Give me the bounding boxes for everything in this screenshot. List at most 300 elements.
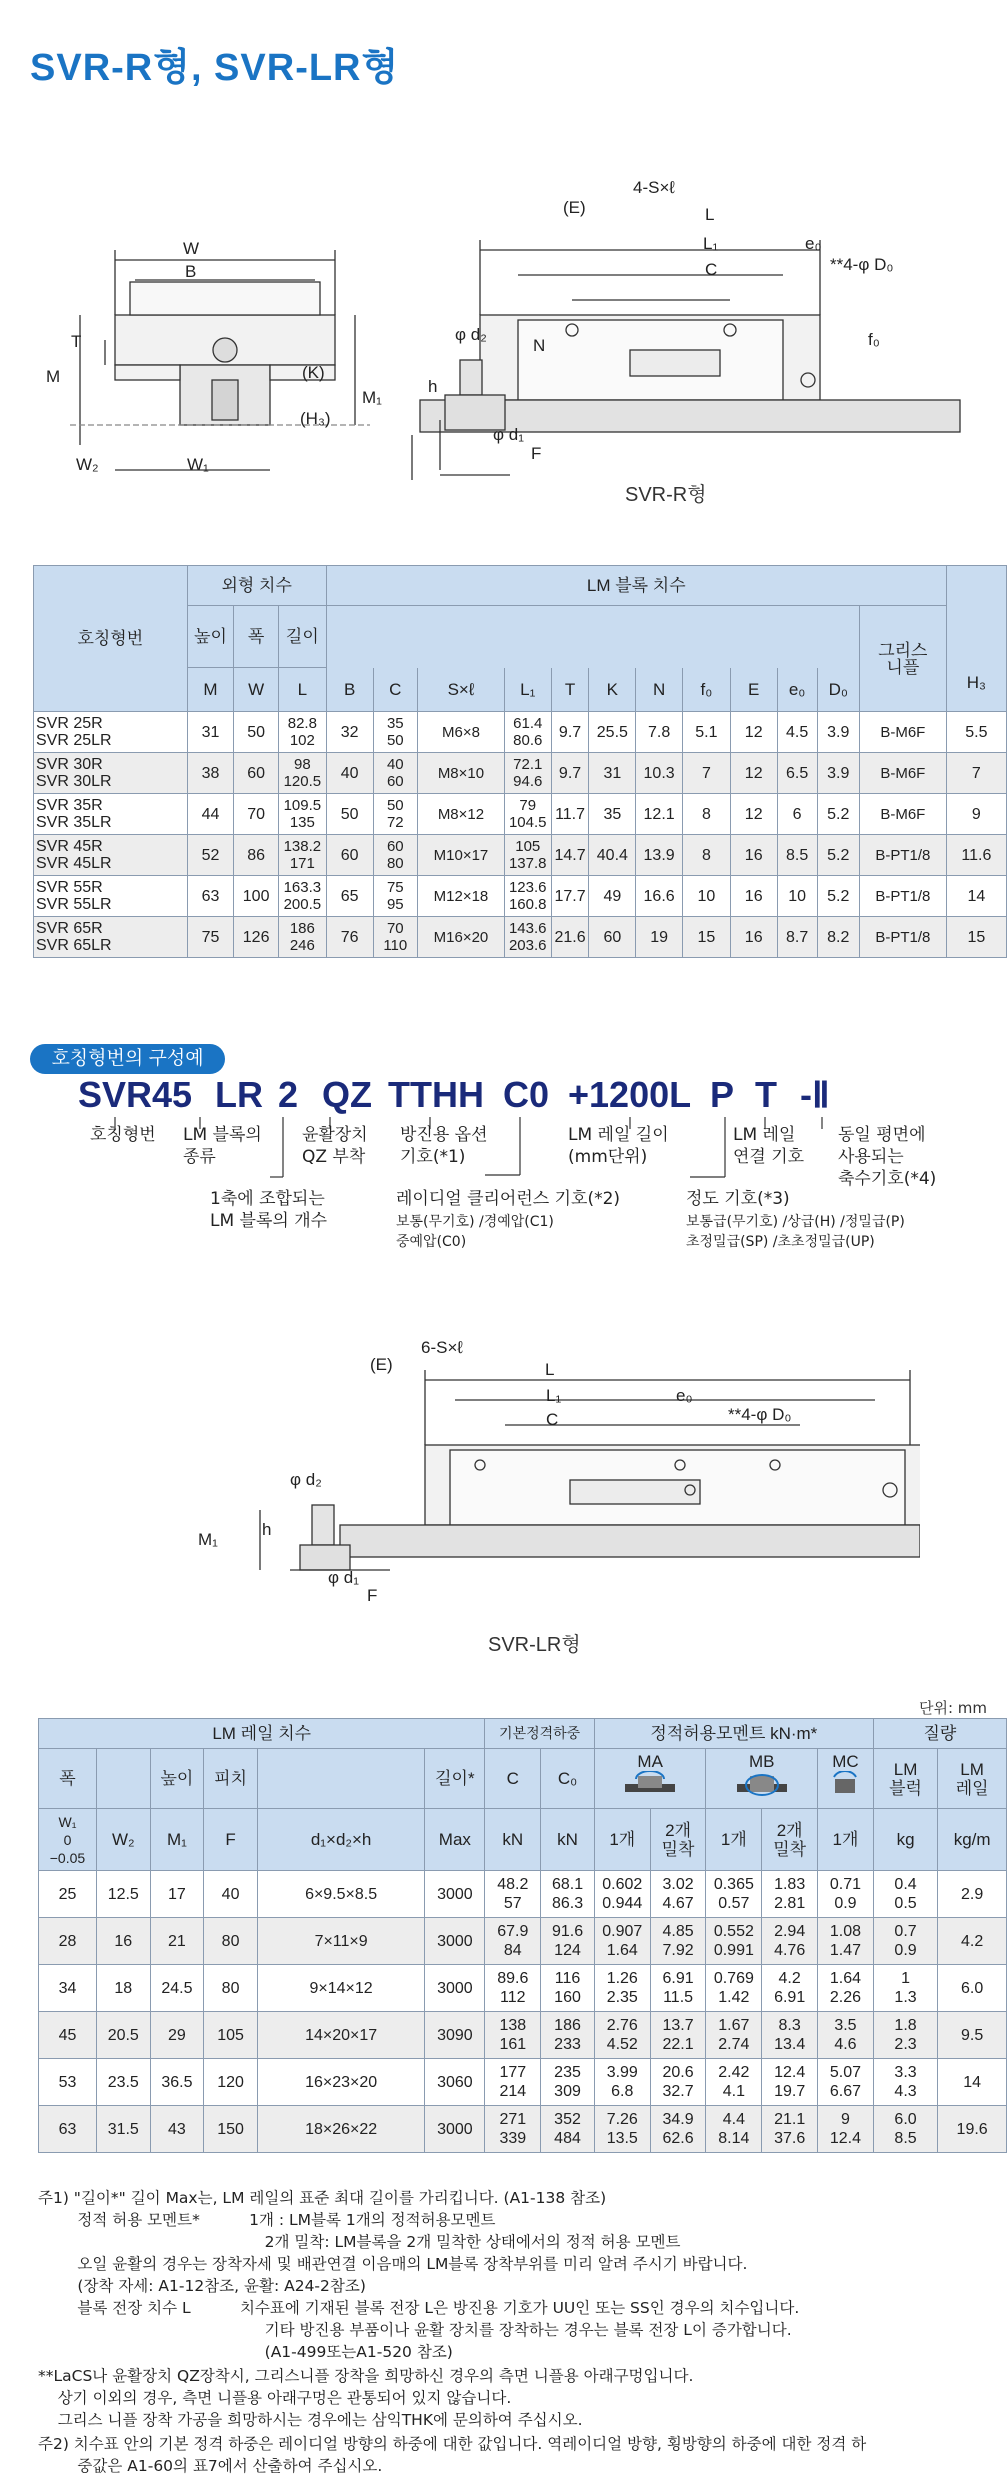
cell-MB1: 0.769 1.42	[706, 1965, 762, 2012]
cell-E: 16	[730, 835, 777, 876]
cell-M: 63	[187, 876, 234, 917]
cell-B: 40	[326, 753, 373, 794]
cell-T: 17.7	[551, 876, 589, 917]
cell-L: 186 246	[278, 917, 326, 958]
cell-W1: 25	[39, 1871, 97, 1918]
hdr2-MB	[706, 1749, 818, 1809]
cell-S: M8×12	[418, 794, 505, 835]
key-clearance-sub-1: 보통(무기호) /경예압(C1)	[396, 1214, 554, 1230]
cell-MC: 0.71 0.9	[818, 1871, 874, 1918]
part-t: T	[755, 1074, 777, 1115]
cell-D0: 5.2	[817, 794, 859, 835]
cell-E: 12	[730, 712, 777, 753]
cell-kgm: 14	[938, 2059, 1007, 2106]
cell-MA1: 0.907 1.64	[594, 1918, 650, 1965]
cell-M: 52	[187, 835, 234, 876]
cell-W2: 20.5	[96, 2012, 150, 2059]
table-row	[39, 1918, 1007, 1965]
sub2-ma-2: 2개 밀착	[650, 1809, 706, 1871]
cell-M: 38	[187, 753, 234, 794]
table-row	[39, 2059, 1007, 2106]
cell-MA2: 13.7 22.1	[650, 2012, 706, 2059]
dim2-C: C	[546, 1410, 559, 1429]
cell-M: 44	[187, 794, 234, 835]
cell-d: 18×26×22	[257, 2106, 424, 2153]
cell-W: 50	[234, 712, 279, 753]
key-dust-1: 방진용 옵션	[400, 1125, 488, 1145]
hdr-L1: L₁	[504, 668, 551, 712]
key-lube-2: QZ 부착	[302, 1147, 366, 1167]
note-line: 오일 윤활의 경우는 장착자세 및 배관연결 이음매의 LM블록 장착부위를 미리 알려 주시기 바랍니다.	[38, 2255, 748, 2273]
sub2-kN-C0: kN	[541, 1809, 595, 1871]
cell-C0: 235 309	[541, 2059, 595, 2106]
note-line: (장착 자세: A1-12참조, 윤활: A24-2참조)	[38, 2277, 366, 2295]
sub2-M1: M₁	[150, 1809, 204, 1871]
cell-MC: 1.64 2.26	[818, 1965, 874, 2012]
sub2-kg: kg	[873, 1809, 937, 1871]
cell-W: 60	[234, 753, 279, 794]
hdr-model: 호칭형번	[34, 566, 188, 712]
cell-MA1: 2.76 4.52	[594, 2012, 650, 2059]
table-row	[34, 917, 1007, 958]
dim-H3: (H₃)	[300, 409, 331, 428]
cell-MB1: 0.365 0.57	[706, 1871, 762, 1918]
dim-d1: φ d₁	[493, 425, 524, 444]
cell-L1: 143.6 203.6	[504, 917, 551, 958]
cell-MA2: 6.91 11.5	[650, 1965, 706, 2012]
hdr2-basic: 기본정격하중	[485, 1719, 594, 1749]
hdr-block: LM 블록 치수	[326, 566, 946, 606]
dim-N: N	[533, 336, 546, 355]
model-example-badge: 호칭형번의 구성예	[30, 1044, 225, 1074]
cell-MB2: 1.83 2.81	[762, 1871, 818, 1918]
hdr2-rail-mass: LM 레일	[938, 1749, 1007, 1809]
cell-N: 10.3	[636, 753, 683, 794]
cell-e0: 8.5	[777, 835, 817, 876]
key-clearance-sub-2: 중예압(C0)	[396, 1234, 467, 1250]
page-title: SVR-R형, SVR-LR형	[30, 47, 400, 89]
note-line: **LaCS나 윤활장치 QZ장착시, 그리스니플 장착을 희망하신 경우의 측면 니플용 아래구멍입니다.	[38, 2367, 694, 2385]
cell-MB1: 0.552 0.991	[706, 1918, 762, 1965]
key-block-2: 종류	[183, 1147, 216, 1167]
dim2-S: 6-S×ℓ	[421, 1338, 463, 1357]
cell-T: 9.7	[551, 753, 589, 794]
table-row	[34, 712, 1007, 753]
hdr2-height: 높이	[150, 1749, 204, 1809]
dim-T: T	[71, 332, 82, 351]
cell-L: 138.2 171	[278, 835, 326, 876]
cell-H3: 11.6	[946, 835, 1006, 876]
cell-D0: 5.2	[817, 876, 859, 917]
cell-S: M12×18	[418, 876, 505, 917]
hdr-C: C	[373, 668, 418, 712]
hdr-length: 길이	[278, 606, 326, 668]
cell-d: 7×11×9	[257, 1918, 424, 1965]
cell-MA1: 7.26 13.5	[594, 2106, 650, 2153]
cell-kg: 0.7 0.9	[873, 1918, 937, 1965]
cell-MA1: 1.26 2.35	[594, 1965, 650, 2012]
ma-label: MA	[637, 1752, 663, 1771]
cell-C: 138 161	[485, 2012, 541, 2059]
cell-e0: 4.5	[777, 712, 817, 753]
note-line: 주1) "길이*" 길이 Max는, LM 레일의 표준 최대 길이를 가리킵니다. (A1-138 참조)	[38, 2189, 607, 2207]
cell-C: 50 72	[373, 794, 418, 835]
cell-L1: 61.4 80.6	[504, 712, 551, 753]
hdr2-C: C	[485, 1749, 541, 1809]
cell-e0: 6	[777, 794, 817, 835]
cell-M1: 43	[150, 2106, 204, 2153]
cell-MA2: 34.9 62.6	[650, 2106, 706, 2153]
table-row	[39, 2106, 1007, 2153]
cell-H3: 14	[946, 876, 1006, 917]
key-count-1: 1축에 조합되는	[210, 1189, 325, 1209]
cell-f0: 15	[682, 917, 730, 958]
cell-kg: 3.3 4.3	[873, 2059, 937, 2106]
cell-W1: 63	[39, 2106, 97, 2153]
dim2-d1: φ d₁	[328, 1568, 359, 1587]
part-length: +1200L	[568, 1074, 692, 1115]
cell-N: 12.1	[636, 794, 683, 835]
hdr2-block: LM 블럭	[873, 1749, 937, 1809]
cell-D0: 3.9	[817, 753, 859, 794]
dim-E: (E)	[563, 198, 586, 217]
fig2-caption: SVR-LR형	[488, 1634, 581, 1656]
hdr-outer: 외형 치수	[187, 566, 326, 606]
cell-MB1: 1.67 2.74	[706, 2012, 762, 2059]
cell-MB2: 8.3 13.4	[762, 2012, 818, 2059]
dim2-D0: **4-φ D₀	[728, 1405, 792, 1424]
hdr2-len: 길이*	[425, 1749, 485, 1809]
key-axis-3: 축수기호(*4)	[838, 1169, 937, 1189]
cell-F: 40	[204, 1871, 258, 1918]
cell-MA1: 3.99 6.8	[594, 2059, 650, 2106]
dim-M: M	[46, 367, 61, 386]
cell-C: 70 110	[373, 917, 418, 958]
cell-N: 13.9	[636, 835, 683, 876]
dim-f0: f₀	[868, 330, 880, 349]
cell-MB2: 4.2 6.91	[762, 1965, 818, 2012]
cell-MA2: 4.85 7.92	[650, 1918, 706, 1965]
key-conn-2: 연결 기호	[733, 1147, 805, 1167]
cell-L: 109.5 135	[278, 794, 326, 835]
cell-W1: 28	[39, 1918, 97, 1965]
cell-grease: B-M6F	[859, 794, 946, 835]
hdr-E: E	[730, 668, 777, 712]
table-row	[34, 753, 1007, 794]
cell-E: 12	[730, 753, 777, 794]
cell-W2: 16	[96, 1918, 150, 1965]
fig1-caption: SVR-R형	[625, 484, 707, 506]
note-line: 블록 전장 치수 L 치수표에 기재된 블록 전장 L은 방진용 기호가 UU인 또는 SS인 경우의 치수입니다.	[38, 2299, 800, 2317]
dim-L: L	[705, 205, 715, 224]
cell-W: 86	[234, 835, 279, 876]
sub2-d: d₁×d₂×h	[257, 1809, 424, 1871]
hdr-T: T	[551, 668, 589, 712]
cell-C0: 91.6 124	[541, 1918, 595, 1965]
table-row	[34, 876, 1007, 917]
key-conn-1: LM 레일	[733, 1125, 796, 1145]
hdr-H3: H₃	[946, 566, 1006, 712]
sub2-mb-2: 2개 밀착	[762, 1809, 818, 1871]
mc-label: MC	[832, 1752, 859, 1771]
key-clearance: 레이디얼 클리어런스 기호(*2)	[396, 1189, 621, 1209]
cell-C: 35 50	[373, 712, 418, 753]
cell-f0: 5.1	[682, 712, 730, 753]
cell-f0: 10	[682, 876, 730, 917]
cell-B: 76	[326, 917, 373, 958]
cell-W1: 34	[39, 1965, 97, 2012]
cell-M1: 21	[150, 1918, 204, 1965]
hdr-M: M	[187, 668, 234, 712]
cell-max: 3000	[425, 1965, 485, 2012]
cell-F: 80	[204, 1965, 258, 2012]
cell-MC: 9 12.4	[818, 2106, 874, 2153]
cell-K: 60	[589, 917, 636, 958]
sub2-mc-1: 1개	[818, 1809, 874, 1871]
cell-e0: 8.7	[777, 917, 817, 958]
cell-model: SVR 45R SVR 45LR	[34, 835, 188, 876]
cell-kgm: 6.0	[938, 1965, 1007, 2012]
part-p: P	[710, 1074, 735, 1115]
cell-MB1: 4.4 8.14	[706, 2106, 762, 2153]
table-rail-ratings	[38, 1718, 1007, 2153]
cell-kgm: 9.5	[938, 2012, 1007, 2059]
mb-label: MB	[749, 1752, 775, 1771]
key-lube-1: 윤활장치	[302, 1125, 368, 1145]
cell-W: 70	[234, 794, 279, 835]
hdr2-pitch: 피치	[204, 1749, 258, 1809]
key-count-2: LM 블록의 개수	[210, 1211, 328, 1231]
dim2-M1: M₁	[198, 1530, 218, 1549]
cell-MA2: 3.02 4.67	[650, 1871, 706, 1918]
cell-kg: 6.0 8.5	[873, 2106, 937, 2153]
cell-W2: 31.5	[96, 2106, 150, 2153]
dim2-E: (E)	[370, 1355, 393, 1374]
note-line: 2개 밀착: LM블록을 2개 밀착한 상태에서의 정적 허용 모멘트	[38, 2233, 681, 2251]
cell-max: 3000	[425, 2106, 485, 2153]
dim-K: (K)	[302, 363, 325, 382]
cell-L: 98 120.5	[278, 753, 326, 794]
hdr2-MA	[594, 1749, 706, 1809]
hdr-B: B	[326, 668, 373, 712]
cell-M: 31	[187, 712, 234, 753]
cell-H3: 15	[946, 917, 1006, 958]
cell-kg: 1.8 2.3	[873, 2012, 937, 2059]
cell-H3: 9	[946, 794, 1006, 835]
sub2-max: Max	[425, 1809, 485, 1871]
cell-T: 11.7	[551, 794, 589, 835]
hdr-W: W	[234, 668, 279, 712]
svr-r-drawing	[40, 180, 1000, 510]
cell-C0: 186 233	[541, 2012, 595, 2059]
cell-M1: 36.5	[150, 2059, 204, 2106]
dim-W1: W₁	[187, 455, 209, 474]
cell-K: 49	[589, 876, 636, 917]
key-block-1: LM 블록의	[183, 1125, 262, 1145]
sub2-kN-C: kN	[485, 1809, 541, 1871]
dim-D0: **4-φ D₀	[830, 255, 894, 274]
hdr-K: K	[589, 668, 636, 712]
key-accuracy: 정도 기호(*3)	[686, 1189, 790, 1209]
cell-E: 12	[730, 794, 777, 835]
hdr-D0: D₀	[817, 668, 859, 712]
key-axis-1: 동일 평면에	[838, 1125, 926, 1145]
cell-MB2: 21.1 37.6	[762, 2106, 818, 2153]
sub2-ma-1: 1개	[594, 1809, 650, 1871]
note-line: 상기 이외의 경우, 측면 니플용 아래구멍은 관통되어 있지 않습니다.	[38, 2389, 512, 2407]
key-accuracy-sub-2: 초정밀급(SP) /초초정밀급(UP)	[686, 1234, 875, 1250]
cell-L1: 105 137.8	[504, 835, 551, 876]
part-count: 2	[278, 1074, 299, 1115]
sub2-F: F	[204, 1809, 258, 1871]
table-row	[39, 1871, 1007, 1918]
cell-L: 82.8 102	[278, 712, 326, 753]
dim-W: W	[183, 239, 200, 258]
cell-W2: 23.5	[96, 2059, 150, 2106]
dim-M1: M₁	[362, 388, 382, 407]
cell-F: 80	[204, 1918, 258, 1965]
key-dust-2: 기호(*1)	[400, 1147, 466, 1167]
dim2-F: F	[367, 1586, 378, 1605]
hdr-width: 폭	[234, 606, 279, 668]
cell-H3: 7	[946, 753, 1006, 794]
dim-C: C	[705, 260, 718, 279]
cell-kgm: 4.2	[938, 1918, 1007, 1965]
note-line: 기타 방진용 부품이나 윤활 장치를 장착하는 경우는 블록 전장 L이 증가합니다.	[38, 2321, 792, 2339]
cell-f0: 7	[682, 753, 730, 794]
cell-e0: 6.5	[777, 753, 817, 794]
cell-K: 31	[589, 753, 636, 794]
part-axis: -Ⅱ	[800, 1074, 830, 1115]
cell-S: M10×17	[418, 835, 505, 876]
hdr-e0: e₀	[777, 668, 817, 712]
key-accuracy-sub-1: 보통급(무기호) /상급(H) /정밀급(P)	[686, 1214, 905, 1230]
cell-MA2: 20.6 32.7	[650, 2059, 706, 2106]
hdr2-C0: C₀	[541, 1749, 595, 1809]
key-rail-1: LM 레일 길이	[568, 1125, 669, 1145]
cell-kg: 0.4 0.5	[873, 1871, 937, 1918]
dim2-d2: φ d₂	[290, 1470, 322, 1489]
key-axis-2: 사용되는	[838, 1147, 904, 1167]
cell-K: 25.5	[589, 712, 636, 753]
dim2-e0: e₀	[676, 1386, 693, 1405]
hdr-L: L	[278, 668, 326, 712]
cell-C0: 352 484	[541, 2106, 595, 2153]
cell-W2: 18	[96, 1965, 150, 2012]
cell-W1: 45	[39, 2012, 97, 2059]
cell-W1: 53	[39, 2059, 97, 2106]
unit-label: 단위: mm	[918, 1699, 987, 1717]
table-row	[39, 1965, 1007, 2012]
cell-F: 120	[204, 2059, 258, 2106]
part-lr: LR	[215, 1074, 263, 1115]
cell-L1: 123.6 160.8	[504, 876, 551, 917]
cell-max: 3090	[425, 2012, 485, 2059]
cell-D0: 5.2	[817, 835, 859, 876]
mc-icon	[830, 1771, 860, 1801]
dim-F: F	[531, 444, 542, 463]
cell-S: M8×10	[418, 753, 505, 794]
cell-N: 7.8	[636, 712, 683, 753]
cell-MA1: 0.602 0.944	[594, 1871, 650, 1918]
mb-icon	[732, 1771, 792, 1801]
cell-f0: 8	[682, 835, 730, 876]
cell-L: 163.3 200.5	[278, 876, 326, 917]
sub2-W1: W₁ 0 −0.05	[39, 1809, 97, 1871]
cell-grease: B-M6F	[859, 712, 946, 753]
cell-F: 150	[204, 2106, 258, 2153]
cell-B: 32	[326, 712, 373, 753]
cell-C: 48.2 57	[485, 1871, 541, 1918]
cell-M1: 17	[150, 1871, 204, 1918]
cell-grease: B-PT1/8	[859, 876, 946, 917]
cell-max: 3000	[425, 1918, 485, 1965]
cell-W: 100	[234, 876, 279, 917]
cell-N: 19	[636, 917, 683, 958]
key-model: 호칭형번	[90, 1125, 156, 1145]
ma-icon	[620, 1771, 680, 1801]
dim2-L: L	[545, 1360, 555, 1379]
cell-model: SVR 25R SVR 25LR	[34, 712, 188, 753]
cell-MC: 5.07 6.67	[818, 2059, 874, 2106]
cell-model: SVR 65R SVR 65LR	[34, 917, 188, 958]
part-svr45: SVR45	[78, 1074, 193, 1115]
hdr2-MC	[818, 1749, 874, 1809]
table-row	[34, 794, 1007, 835]
cell-d: 14×20×17	[257, 2012, 424, 2059]
cell-MC: 1.08 1.47	[818, 1918, 874, 1965]
table-row	[34, 835, 1007, 876]
cell-B: 60	[326, 835, 373, 876]
hdr2-moment: 정적허용모멘트 kN·m*	[594, 1719, 873, 1749]
cell-W2: 12.5	[96, 1871, 150, 1918]
cell-W: 126	[234, 917, 279, 958]
cell-C: 60 80	[373, 835, 418, 876]
dim2-L1: L₁	[546, 1386, 562, 1405]
sub2-kgm: kg/m	[938, 1809, 1007, 1871]
note-line: (A1-499또는A1-520 참조)	[38, 2343, 453, 2361]
cell-max: 3060	[425, 2059, 485, 2106]
part-c0: C0	[503, 1074, 550, 1115]
cell-MB1: 2.42 4.1	[706, 2059, 762, 2106]
cell-MC: 3.5 4.6	[818, 2012, 874, 2059]
table-row	[39, 2012, 1007, 2059]
cell-T: 21.6	[551, 917, 589, 958]
cell-MB2: 2.94 4.76	[762, 1918, 818, 1965]
dim-B: B	[185, 262, 197, 281]
cell-e0: 10	[777, 876, 817, 917]
cell-F: 105	[204, 2012, 258, 2059]
cell-K: 40.4	[589, 835, 636, 876]
cell-max: 3000	[425, 1871, 485, 1918]
note-line: 중값은 A1-60의 표7에서 산출하여 주십시오.	[38, 2457, 383, 2475]
cell-C: 271 339	[485, 2106, 541, 2153]
cell-model: SVR 30R SVR 30LR	[34, 753, 188, 794]
cell-MB2: 12.4 19.7	[762, 2059, 818, 2106]
cell-T: 9.7	[551, 712, 589, 753]
cell-C0: 68.1 86.3	[541, 1871, 595, 1918]
cell-B: 65	[326, 876, 373, 917]
cell-C: 67.9 84	[485, 1918, 541, 1965]
cell-d: 6×9.5×8.5	[257, 1871, 424, 1918]
cell-C: 177 214	[485, 2059, 541, 2106]
cell-C: 40 60	[373, 753, 418, 794]
cell-L1: 72.1 94.6	[504, 753, 551, 794]
cell-C: 89.6 112	[485, 1965, 541, 2012]
note-line: 그리스 니플 장착 가공을 희망하시는 경우에는 삼익THK에 문의하여 주십시오.	[38, 2411, 583, 2429]
cell-kg: 1 1.3	[873, 1965, 937, 2012]
cell-H3: 5.5	[946, 712, 1006, 753]
